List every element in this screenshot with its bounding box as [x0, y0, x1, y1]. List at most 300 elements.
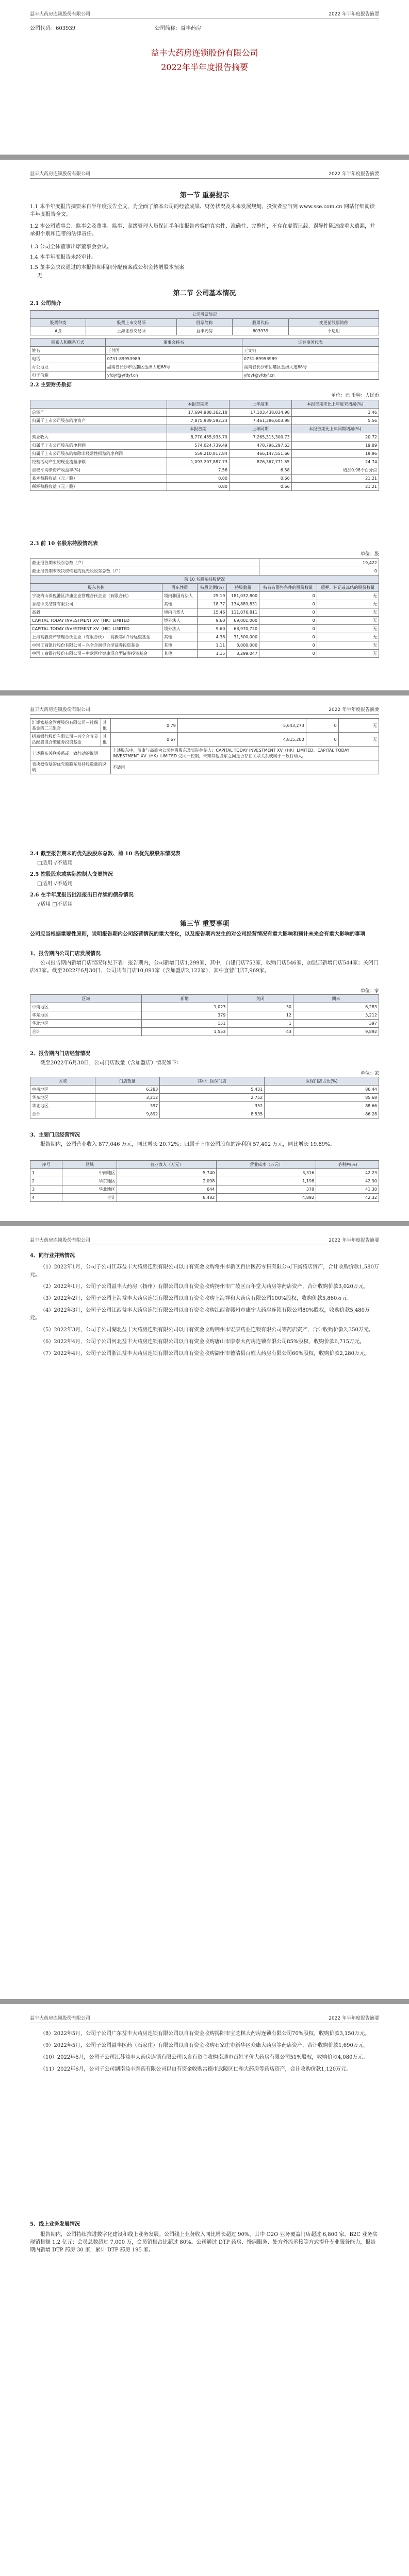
s1-p1: 1.1 本半年度报告摘要来自半年度报告全文，为全面了解本公司的经营成果、财务状况及未来发展规划，投资者应当到 www.sse.com.cn 网站仔细阅读半年度报告全文。	[30, 204, 375, 217]
holders-table-continued	[30, 718, 379, 774]
table-row-cell: 397	[95, 1102, 160, 1110]
acquisition-list	[30, 1263, 379, 1362]
table-row-cell: 397	[293, 1020, 379, 1028]
fin-row-cell: 归属于上市公司股东的净利润	[30, 442, 167, 450]
s3-h1: 1、报告期内公司门店发展情况	[30, 951, 101, 957]
holder-row	[30, 650, 379, 658]
holder-row	[30, 608, 379, 617]
page-gap	[0, 690, 409, 696]
holders-header-row-cell: 股东性质	[162, 584, 197, 592]
table1-caption: 单位：家	[360, 989, 379, 994]
contact-row-cell: yfdyf@yfdyf.cn	[105, 371, 242, 380]
table-row-cell: 5,431	[160, 1086, 265, 1094]
table-header-row-cell: 新增	[142, 995, 227, 1003]
header-company: 益丰大药房连锁股份有限公司	[30, 12, 91, 17]
table-row-cell: 3	[30, 1185, 62, 1194]
table-row-cell: 合计	[30, 1028, 142, 1036]
holders-note-text: 上述股东中，济康与高毅为公司控股股东及实际控制人；CAPITAL TODAY INVESTMENT XV（HK）LIMITED、CAPITAL TODAY INVESTMENT XV（HK）LIMITED 受同一控制，未知其他股东之间是否存在关联关系或属于一致行动人。	[111, 747, 379, 760]
s3-intro: 公司应当根据重要性原则，说明报告期内公司经营情况的重大变化，以及报告期内发生的对公司经营情况有重大影响和预计未来会有重大影响的事项	[30, 931, 365, 937]
fin-row-cell: 7.56	[167, 466, 230, 474]
page-2	[0, 160, 409, 690]
fin-header-row-cell: 本报告期	[167, 425, 230, 433]
page-header: 益丰大药房连锁股份有限公司 2022 年半年度报告摘要	[30, 170, 379, 179]
table-header-row-cell: 区域	[30, 995, 142, 1003]
holder-row	[30, 733, 379, 747]
holder-row-cell: 69,001,000	[227, 617, 259, 625]
holder-row-cell: 其他	[162, 633, 197, 641]
fin-row-cell: 0.66	[229, 474, 291, 483]
s3-p3: 报告期内，公司营业收入 877,046 万元，同比增长 20.72%；归属于上市公司股东的净利润 57,402 万元，同比增长 19.89%。	[40, 1142, 335, 1147]
page-header: 益丰大药房连锁股份有限公司 2022 年半年度报告摘要	[30, 706, 379, 715]
table-row-cell: 4	[30, 1194, 62, 1202]
table-row	[30, 1102, 379, 1110]
table-row-cell: 42.32	[316, 1194, 379, 1202]
fin-row-cell: 增加0.98个百分点	[291, 466, 379, 474]
stock-cell: 益丰药房	[176, 327, 232, 335]
table-row-cell: 379	[142, 1011, 227, 1020]
fin-row-cell: 5.56	[291, 417, 379, 425]
contact-row-cell: 0731-89953989	[242, 355, 379, 363]
fin-row-cell: 加权平均净资产收益率(%)	[30, 466, 167, 474]
table-row-cell: 378	[217, 1185, 316, 1194]
fin-header-row-cell: 本报告期末	[167, 400, 230, 409]
holder-row-cell: 其他	[101, 733, 111, 747]
holders-header-row-cell: 股东名称	[30, 584, 162, 592]
table-row-cell: 2,098	[117, 1177, 217, 1185]
holder-row-cell: 无	[338, 733, 379, 747]
acquisition-paragraph: （5）2022年3月，公司子公司湖北益丰大药房连锁有限公司以自有资金收购荆州市宏康药业连锁有限公司等药店资产，合计收购价款2,350万元。	[40, 1327, 374, 1333]
s2-6-title: 2.6 在半年度报告批准报出日存续的债券情况	[30, 892, 134, 898]
page-header: 益丰大药房连锁股份有限公司 2022 年半年度报告摘要	[30, 2014, 379, 2023]
holders-summary-label: 截止报告期末表决权恢复的优先股股东总数（户）	[30, 567, 259, 575]
fin-row-cell: 20.72	[291, 433, 379, 442]
s2-2-title: 2.2 主要财务数据	[30, 382, 72, 388]
holder-row-cell: 招商银行股份有限公司－兴全合宜灵活配置混合型证券投资基金	[30, 733, 101, 747]
contact-row-cell: yfdyf@yfdyf.cn	[242, 371, 379, 380]
fin-header-row-cell: 上年同期	[229, 425, 291, 433]
holder-row-cell: CAPITAL TODAY INVESTMENT XV（HK）LIMITED	[30, 617, 162, 625]
stock-header-cell: 股票简称	[176, 319, 232, 327]
stock-cell: A股	[30, 327, 86, 335]
s3-h4: 4、同行业并购情况	[30, 1253, 75, 1259]
holder-row-cell: 25.19	[198, 592, 227, 600]
holder-row-cell: 8,299,047	[227, 650, 259, 658]
table-header-row-cell: 医保门店占比(%)	[265, 1077, 379, 1086]
fin-row-cell: 3.46	[291, 409, 379, 417]
s2-5-status: □适用 √不适用	[37, 881, 73, 887]
holder-row-cell: 汇添富基金管理股份有限公司－社保基金四二三组合	[30, 719, 101, 733]
stock-cell: 上海证券交易所	[86, 327, 176, 335]
table-row-cell: 41.30	[316, 1185, 379, 1194]
table-row-cell: 1,023	[142, 1003, 227, 1011]
s3-h2: 2、报告期内门店经营情况	[30, 1051, 90, 1057]
table-header-row-cell: 营业收入（万元）	[117, 1161, 217, 1169]
s3-h5: 5、线上业务发展情况	[30, 2222, 80, 2227]
s1-p5: 1.5 董事会决议通过的本报告期利润分配预案或公积金转增股本预案	[30, 265, 185, 270]
holder-row-cell: 其他	[162, 600, 197, 608]
holder-row-cell: 无	[317, 608, 379, 617]
stock-cell: 603939	[233, 327, 288, 335]
holder-row-cell: 0	[259, 641, 317, 650]
holders-note-label: 表决权恢复的优先股股东及持股数量的说明	[30, 760, 111, 774]
table-header-row-cell: 关闭	[227, 995, 293, 1003]
fin-row-cell: 基本每股收益（元／股）	[30, 474, 167, 483]
holder-row-cell: 5,643,273	[177, 719, 306, 733]
table-row-cell: 42.23	[316, 1169, 379, 1177]
page-header	[30, 10, 379, 19]
fin-row-cell: 总资产	[30, 409, 167, 417]
holder-row-cell: 68,970,720	[227, 625, 259, 633]
holders-summary-label: 截止报告期末股东总数（户）	[30, 559, 259, 567]
stock-code: 公司代码：603939	[30, 26, 76, 31]
holder-row	[30, 641, 379, 650]
table-header-row	[30, 1161, 379, 1169]
table-row-cell: 中南地区	[30, 1003, 142, 1011]
holder-row-cell: 8,000,000	[227, 641, 259, 650]
holder-row-cell: 境外法人	[162, 625, 197, 633]
stock-header-cell: 股票种类	[30, 319, 86, 327]
holders-header-row-cell: 持股比例(%)	[198, 584, 227, 592]
table-row-cell: 12	[227, 1011, 293, 1020]
table-row	[30, 1110, 379, 1118]
fin-header-row-cell	[30, 425, 167, 433]
table-row-cell: 5,740	[117, 1169, 217, 1177]
holders-header-row-cell: 持股数量	[227, 584, 259, 592]
stock-short: 公司简称：益丰药房	[155, 26, 201, 31]
table-row	[30, 1003, 379, 1011]
contact-table	[30, 338, 379, 380]
table-header-row-cell: 序号	[30, 1161, 62, 1169]
holder-row-cell: 无	[317, 633, 379, 641]
table-row	[30, 1086, 379, 1094]
fin-row-cell: 876,367,771.55	[229, 458, 291, 466]
holder-row-cell: 0	[259, 625, 317, 633]
holder-row-cell: 0	[306, 719, 338, 733]
holders-header-row-cell: 质押、标记或冻结的股份数量	[317, 584, 379, 592]
stock-header-cell: 股票代码	[233, 319, 288, 327]
section1-title: 第一节 重要提示	[179, 192, 230, 199]
holder-row-cell: 高毅	[30, 608, 162, 617]
holder-row-cell: 0	[259, 600, 317, 608]
fin-row	[30, 442, 379, 450]
table-row-cell: 华东地区	[30, 1011, 142, 1020]
holder-row-cell: 9.60	[198, 625, 227, 633]
holders-note-text: 不适用	[111, 760, 379, 774]
holder-row-cell: 上海高毅资产管理合伙企业（有限合伙）－高毅邻山1号远望基金	[30, 633, 162, 641]
s1-p4: 1.4 本半年度报告未经审计。	[30, 255, 97, 260]
contact-row-cell: 办公地址	[30, 363, 106, 371]
fin-row-cell: 21.21	[291, 483, 379, 491]
table-row-cell: 华北地区	[30, 1020, 142, 1028]
holders-summary-row	[30, 559, 379, 567]
acquisition-paragraph: （9）2022年5月，公司子公司益丰医药（石家庄）有限公司以自有资金收购石家庄市新华区众康大药房等药店资产，合计收购价款1,690万元。	[40, 2043, 369, 2048]
s2-4-status: □适用 √不适用	[37, 860, 73, 866]
table-row-cell: 88.66	[265, 1102, 379, 1110]
fin-row-cell: 7,265,315,300.73	[229, 433, 291, 442]
s2-3-unit: 单位：股	[360, 552, 379, 557]
fin-row-cell: 0.80	[167, 474, 230, 483]
s2-2-unit: 单位：元 币种：人民币	[331, 393, 379, 398]
contact-header-row-cell: 证券事务代表	[242, 338, 379, 347]
holder-row-cell: 中国工商银行股份有限公司－中欧医疗健康混合型证券投资基金	[30, 650, 162, 658]
fin-row-cell: 归属于上市公司股东的扣除非经常性损益的净利润	[30, 450, 167, 458]
fin-row-cell: 营业收入	[30, 433, 167, 442]
table-row-cell: 42.90	[316, 1177, 379, 1185]
contact-row-cell: 王付国	[105, 347, 242, 355]
acquisition-paragraph: （3）2022年2月，公司子公司上海益丰大药房连锁有限公司以自有资金收购上海祥和大药房有限公司100%股权，收购价款5,860万元。	[40, 1296, 353, 1301]
holder-row-cell: 中国工商银行股份有限公司－兴全合润混合型证券投资基金	[30, 641, 162, 650]
table-header-row	[30, 1077, 379, 1086]
fin-row-cell: 1,093,207,887.73	[167, 458, 230, 466]
fin-row-cell: 478,796,297.63	[229, 442, 291, 450]
fin-row-cell: 归属于上市公司股东的净资产	[30, 417, 167, 425]
table-row-cell: 352	[160, 1102, 265, 1110]
table-header-row-cell: 营业成本（万元）	[217, 1161, 316, 1169]
table-row-cell: 中南地区	[62, 1169, 117, 1177]
fin-header-row	[30, 425, 379, 433]
holders-note-row	[30, 747, 379, 760]
store-medicare-table	[30, 1077, 379, 1118]
table-row	[30, 1169, 379, 1177]
acquisition-paragraph: （4）2022年3月，公司子公司江西益丰大药房连锁有限公司以自有资金收购江西省赣州市康宁大药房连锁有限公司80%股权，收购价款5,480万元。	[30, 1308, 370, 1321]
fin-row	[30, 450, 379, 458]
section3-title: 第三节 重要事项	[179, 920, 230, 928]
holder-row-cell: 无	[317, 625, 379, 633]
table-row-cell: 1,553	[142, 1028, 227, 1036]
header-report: 2022 年半年度报告摘要	[329, 12, 379, 17]
table-row	[30, 1177, 379, 1185]
fin-row	[30, 466, 379, 474]
stock-table: 公司股票简况 股票种类 股票上市交易所 股票简称 股票代码 变更前股票简称 A股 上海证券交易所 益丰药房 603939 不适用	[30, 310, 379, 335]
table-row-cell: 644	[117, 1185, 217, 1194]
holder-row-cell: 其他	[101, 719, 111, 733]
table-row-cell: 8,482	[117, 1194, 217, 1202]
fin-row-cell: 7,875,939,592.23	[167, 417, 230, 425]
fin-row-cell: 稀释每股收益（元／股）	[30, 483, 167, 491]
holder-row	[30, 633, 379, 641]
holder-row-cell: 0	[259, 650, 317, 658]
fin-row-cell: 0.80	[167, 483, 230, 491]
region-revenue-table	[30, 1160, 379, 1202]
table-row-cell: 6,283	[293, 1003, 379, 1011]
holder-row-cell: 0	[259, 608, 317, 617]
page-gap	[0, 155, 409, 160]
table-row-cell: 华北地区	[62, 1185, 117, 1194]
holders-summary-value: 0	[259, 567, 379, 575]
fin-header-row-cell: 上年度末	[229, 400, 291, 409]
holder-row-cell: 无	[317, 592, 379, 600]
fin-row-cell: 21.21	[291, 474, 379, 483]
s1-p5b: 无	[37, 273, 42, 279]
table-row	[30, 1020, 379, 1028]
fin-row-cell: 559,210,817.84	[167, 450, 230, 458]
holder-row-cell: 111,076,811	[227, 608, 259, 617]
s2-6-status: √适用 □不适用	[37, 902, 73, 907]
holder-row-cell: 0.67	[111, 733, 177, 747]
holder-row-cell: 境外法人	[162, 617, 197, 625]
table-header-row	[30, 995, 379, 1003]
acquisition-paragraph: （6）2022年4月，公司子公司河北益丰大药房连锁有限公司以自有资金收购唐山市康泰大药房连锁有限公司85%股权，收购价款6,715万元。	[40, 1339, 365, 1345]
contact-row-cell: 姓名	[30, 347, 106, 355]
fin-row	[30, 483, 379, 491]
page-4	[0, 1226, 409, 1999]
contact-row-cell: 湖南省长沙市岳麓区金洲大道68号	[242, 363, 379, 371]
table-row	[30, 1194, 379, 1202]
holder-row-cell: CAPITAL TODAY INVESTMENT XV（HK）LIMITED	[30, 625, 162, 633]
table-row-cell: 华北地区	[30, 1102, 95, 1110]
holder-row-cell: 无	[317, 650, 379, 658]
s2-5-title: 2.5 控股股东或实际控制人变更情况	[30, 872, 113, 877]
table-row-cell: 2,752	[160, 1094, 265, 1102]
holder-row-cell: 无	[317, 600, 379, 608]
contact-row	[30, 355, 379, 363]
page-5	[0, 2004, 409, 2576]
fin-row	[30, 433, 379, 442]
store-change-table	[30, 994, 379, 1036]
holder-row	[30, 617, 379, 625]
fin-row-cell: 17,103,438,834.98	[229, 409, 291, 417]
fin-row-cell: 7,461,386,603.98	[229, 417, 291, 425]
holder-row-cell: 境内非国有法人	[162, 592, 197, 600]
stock-header-cell: 变更前股票简称	[288, 319, 379, 327]
fin-row-cell: 经营活动产生的现金流量净额	[30, 458, 167, 466]
holder-row	[30, 600, 379, 608]
holder-row	[30, 719, 379, 733]
holder-row-cell: 无	[317, 617, 379, 625]
table-header-row-cell: 门店数量	[95, 1077, 160, 1086]
fin-row-cell: 0.66	[229, 483, 291, 491]
table-row-cell: 3,212	[95, 1094, 160, 1102]
holder-row	[30, 625, 379, 633]
holders-note-label: 上述股东关联关系或一致行动的说明	[30, 747, 111, 760]
table-row-cell: 85.68	[265, 1094, 379, 1102]
fin-row-cell: 6.58	[229, 466, 291, 474]
fin-row-cell: 466,147,551.66	[229, 450, 291, 458]
holders-header-row	[30, 584, 379, 592]
table-row-cell: 1	[30, 1169, 62, 1177]
holder-row-cell: 9.60	[198, 617, 227, 625]
holder-row-cell: 0.79	[111, 719, 177, 733]
holder-row-cell: 181,032,800	[227, 592, 259, 600]
acquisition-paragraph: （7）2022年4月，公司子公司浙江益丰大药房连锁有限公司以自有资金收购湖州市德清县百姓大药房有限公司60%股权，收购价款2,280万元。	[40, 1351, 370, 1357]
table-row-cell: 2	[30, 1177, 62, 1185]
table-row-cell: 3,212	[293, 1011, 379, 1020]
table-row-cell: 3,316	[217, 1169, 316, 1177]
table-header-row-cell: 区域	[62, 1161, 117, 1169]
stock-header-cell: 股票上市交易所	[86, 319, 176, 327]
holders-note-row	[30, 760, 379, 774]
table-row-cell: 43	[227, 1028, 293, 1036]
fin-row-cell: 17,694,988,362.18	[167, 409, 230, 417]
fin-row	[30, 409, 379, 417]
table-row-cell: 合计	[62, 1194, 117, 1202]
table-row-cell: 9,892	[95, 1110, 160, 1118]
fin-row-cell: 19.89	[291, 442, 379, 450]
section2-title: 第二节 公司基本情况	[173, 290, 236, 297]
contact-row-cell: 王文钿	[242, 347, 379, 355]
fin-row	[30, 458, 379, 466]
acquisition-paragraph: （2）2022年1月，公司子公司益丰大药房（扬州）有限公司以自有资金收购扬州市广陵区百年堂大药房等药店资产，合计收购价款3,020万元。	[40, 1284, 369, 1290]
page-gap	[0, 1999, 409, 2004]
page-header: 益丰大药房连锁股份有限公司 2022 年半年度报告摘要	[30, 1236, 379, 1245]
acquisition-paragraph: （11）2022年6月，公司子公司湖南益丰医药有限公司以自有资金收购常德市武陵区仁和大药房等药店资产，合计收购价款1,120万元。	[40, 2066, 352, 2072]
fin-row	[30, 417, 379, 425]
holders-header-row-cell: 持有有限售条件的股份数量	[259, 584, 317, 592]
holders-caption: 前 10 名股东持股情况	[30, 575, 379, 584]
fin-row-cell: 19.96	[291, 450, 379, 458]
contact-row-cell: 电话	[30, 355, 106, 363]
holder-row-cell: 31,500,000	[227, 633, 259, 641]
table-row	[30, 1185, 379, 1194]
s3-h3: 3、主要门店经营情况	[30, 1132, 80, 1138]
s3-p5: 报告期内，公司持续推进数字化建设和线上业务发展。公司线上业务收入同比增长超过 90%，其中 O2O 业务覆盖门店超过 6,800 家，B2C 业务实现销售额 1.2 亿元；会员总数超过 7,000 万，会员销售占比超过 80%。公司通过 DTP 药房、慢病服务、处方外流承接等方式提升专业服务能力，报告期内新增 DTP 药房 30 家，累计 DTP 药房 195 家。	[30, 2232, 378, 2253]
fin-row-cell: 24.74	[291, 458, 379, 466]
holder-row-cell: 0	[259, 592, 317, 600]
cover-title-company: 益丰大药房连锁股份有限公司	[151, 48, 258, 58]
contact-row-cell: 电子信箱	[30, 371, 106, 380]
s3-p1: 公司报告期内新增门店情况详见下表：报告期内，公司新增门店1,299家，其中，自建门店753家，收购门店546家，加盟店新增门店544家；关闭门店43家。截至2022年6月30日，公司共有门店10,091家（含加盟店2,122家），其中直营门店7,969家。	[30, 960, 379, 974]
holder-row-cell: 18.77	[198, 600, 227, 608]
contact-row	[30, 371, 379, 380]
table-row-cell: 9,892	[293, 1028, 379, 1036]
table-row-cell: 华东地区	[62, 1177, 117, 1185]
s2-1-title: 2.1 公司简介	[30, 301, 61, 307]
table-row-cell: 6,283	[95, 1086, 160, 1094]
table-row-cell: 中南地区	[30, 1086, 95, 1094]
acquisition-list-continued	[30, 2030, 379, 2077]
s2-4-title: 2.4 截至报告期末的优先股股东总数、前 10 名优先股股东情况表	[30, 851, 181, 857]
table-row	[30, 1028, 379, 1036]
table-header-row-cell: 其中：医保门店	[160, 1077, 265, 1086]
holder-row-cell: 4,815,200	[177, 733, 306, 747]
holder-row-cell: 其他	[162, 650, 197, 658]
acquisition-paragraph: （1）2022年1月，公司子公司江苏益丰大药房连锁有限公司以自有资金收购常州市新区百信医药零售有限公司下属药店资产，合计收购价款1,580万元。	[30, 1264, 379, 1278]
table-row	[30, 1011, 379, 1020]
holders-summary-value: 19,422	[259, 559, 379, 567]
holder-row-cell: 15.46	[198, 608, 227, 617]
s3-p2: 截至2022年6月30日，公司门店数量（含加盟店）情况如下：	[40, 1060, 182, 1066]
contact-row	[30, 363, 379, 371]
holder-row-cell: 134,889,831	[227, 600, 259, 608]
holders-table	[30, 558, 379, 658]
s2-3-title: 2.3 前 10 名股东持股情况表	[30, 541, 98, 547]
page-gap	[0, 1221, 409, 1226]
holder-row-cell: 境内自然人	[162, 608, 197, 617]
financial-table	[30, 400, 379, 491]
holder-row-cell: 无	[317, 641, 379, 650]
table-header-row-cell: 期末	[293, 995, 379, 1003]
table-row-cell: 华东地区	[30, 1094, 95, 1102]
table-header-row-cell: 区域	[30, 1077, 95, 1086]
contact-header-row	[30, 338, 379, 347]
acquisition-paragraph: （10）2022年6月，公司子公司江苏益丰大药房连锁有限公司以自有资金收购南通市百姓平价大药房有限公司51%股权，收购价款4,080万元。	[40, 2055, 368, 2060]
fin-header-row-cell: 本报告期比上年同期增减(%)	[291, 425, 379, 433]
fin-row-cell: 8,770,455,935.79	[167, 433, 230, 442]
contact-row-cell: 0731-89953989	[105, 355, 242, 363]
holder-row-cell: 0	[306, 733, 338, 747]
table-row-cell: 86.44	[265, 1086, 379, 1094]
holder-row-cell: 4.38	[198, 633, 227, 641]
fin-row-cell: 574,024,739.49	[167, 442, 230, 450]
table-row-cell: 1	[227, 1020, 293, 1028]
table-header-row-cell: 毛利率(%)	[316, 1161, 379, 1169]
cover-page	[0, 0, 409, 155]
table-row-cell: 合计	[30, 1110, 95, 1118]
holder-row-cell: 其他	[162, 641, 197, 650]
holder-row-cell: 0	[259, 617, 317, 625]
s1-p3: 1.3 公司全体董事出席董事会会议。	[30, 244, 112, 250]
holder-row-cell: 香港中央结算有限公司	[30, 600, 162, 608]
